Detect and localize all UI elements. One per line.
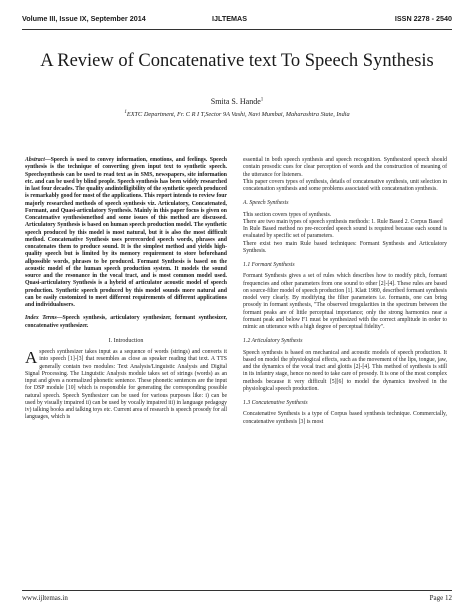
website-link[interactable]: www.ijltemas.in [22, 594, 68, 602]
drop-cap: A [25, 348, 38, 367]
paragraph-methods: There are two main types of speech synthesis methods: 1. Rule Based 2. Corpus Based [243, 218, 443, 225]
abstract-label: Abstract [25, 157, 45, 163]
paragraph-concatenative: Concatenative Synthesis is a type of Corpus based synthesis technique. Commercially, concatenative synthesis [3] is most [243, 411, 447, 425]
introduction-paragraph [25, 349, 227, 422]
left-column [25, 157, 227, 422]
paragraph-prosody: essential in both speech synthesis and speech recognition. Synthesized speech should contain prosodic cues for clear perception of words and the construction of meaning of the utterance for listeners. [243, 157, 447, 178]
affiliation [0, 110, 474, 118]
affiliation-superscript: 1 [124, 110, 127, 115]
section-a-heading: A. Speech Synthesis [243, 200, 289, 207]
journal-name: IJLTEMAS [212, 14, 248, 23]
issn: ISSN 2278 - 2540 [394, 14, 452, 23]
header-rule [22, 29, 452, 30]
author [0, 97, 474, 106]
paragraph-rule-techniques: There exist two main Rule based techniques: Formant Synthesis and Articulatory Synthesis. [243, 240, 447, 254]
page-number: Page 12 [429, 594, 452, 602]
paper-title: A Review of Concatenative text To Speech Synthesis [40, 51, 434, 71]
paragraph-rule-based: In Rule Based method no pre-recorded speech sound is required because each sound is evaluated by specific set of parameters. [243, 226, 447, 240]
index-terms [25, 315, 227, 330]
paragraph-coverage: This paper covers types of synthesis, details of concatenative synthesis, unit selection in concatenation synthesis and some problems associated with concatenation synthesis. [243, 178, 447, 192]
introduction-heading: I. Introduction [108, 337, 144, 344]
paragraph-types: This section covers types of synthesis. [243, 211, 332, 218]
section-concatenative-heading: 1.3 Concatenative Synthesis [243, 400, 308, 406]
section-articulatory-heading: 1.2 Articulatory Synthesis [243, 338, 303, 345]
abstract-text: —Speech is used to convey information, emotions, and feelings. Speech synthesis is the technique of converting given input text to synthetic speech. Speechsynthesis can be used to read text as in SMS, newspapers, site information etc. and can be used by blind people. Speech synthesis has been widely researched in last four decades. The quality andintelligibility of the synthetic speech produced is remarkably good for most of the applications. This report intends to review four majorly researched methods of speech synthesis viz. Articulatory, Concatenated, Formant, and Quasi-articulatory Synthesis. Mainly in this paper focus is given on Concatenative synthesismethod and some issues of this method are discussed. Articulatory Synthesis is based on human speech production model. The synthetic speech produced by this model is most natural, but it is also the most difficult method. Concatenative Synthesis uses prerecorded speech words, phrases and concatenates them to produce sound. It is the simplest method and yields high-quality speech but is limited by its memory requirement to store beforehand allpossible words, phrases to be produced. Formant Synthesis is based on the acoustic model of the human speech production system. It models the sound source and the resonance in the vocal tract, and is most common model used. Quasi-articulatory Synthesis is a hybrid of articulator acoustic model of speech production. Synthetic speech produced by this model sounds more natural and can be easily customized to meet different requirements of different applications and individualusers. [25, 157, 227, 308]
index-terms-label: Index Terms [25, 315, 57, 322]
section-formant-heading: 1.1 Formant Synthesis [243, 262, 295, 268]
affiliation-text: EXTC Department, Fr. C R I T,Sector 9A Vashi, Navi Mumbai, Maharashtra State, India [126, 111, 350, 119]
index-terms-text: —Speech synthesis, articulatory synthesizer, formant synthesizer, concatenative synthesizer. [25, 315, 227, 329]
footer-rule [22, 590, 452, 591]
introduction-text: speech synthesizer takes input as a sequence of words (strings) and converts it into speech [1]-[3] that resembles as close as speaker reading that text. A TTS generally contain two modules: Text Analysis/Linguistic Analysis and Digital Signal Processing. The Linguistic Analysis module takes set of strings (words) as an input and gives a normalized phonetic sentence. These phonetic sentences are the input for DSP module [10] which is responsible for generating the corresponding possible natural speech. Speech Synthesizer can be used for various purposes like: i) can be used by visually impaired ii) can be used by vocally impaired iii) in language pedagogy iv) talking books and talking toys etc. Current area of research is speech prosody for all languages, which is [25, 349, 227, 421]
paragraph-articulatory: Speech synthesis is based on mechanical and acoustic models of speech production. It based on model the physiological effects, such as the movement of the lips, tongue, jaw, and the dynamics of the vocal tract and glottis [2]-[4]. This method of synthesis is still in its infantry stage, hence no need to take care of prosody. It is one of the most complex methods because it very difficult [5][6] to model the dynamics involved in the physiological speech production. [243, 349, 447, 392]
running-header [22, 14, 452, 27]
paragraph-formant: Formant Synthesis gives a set of rules which describes how to modify pitch, formant frequencies and other parameters from one sound to other [2]-[4]. These rules are based on source-filter model of speech production [1]. Klatt 1980, described formant synthesis model very clearly. By modifying the filter parameters i.e. formants, one can bring prosody in formant synthesis, "The observed irregularities in the spectrum between the formant peaks are of little perceptual importance; only the strong harmonics near a formant peak and below F1 must be synthesized with the correct amplitude in order to mimic an utterance with a high degree of perceptual fidelity". [243, 273, 447, 330]
author-superscript: 1 [260, 97, 264, 103]
volume-issue: Volume III, Issue IX, September 2014 [22, 14, 146, 23]
author-name: Smita S. Hande [210, 97, 261, 106]
abstract [25, 157, 227, 309]
right-column [243, 157, 447, 426]
